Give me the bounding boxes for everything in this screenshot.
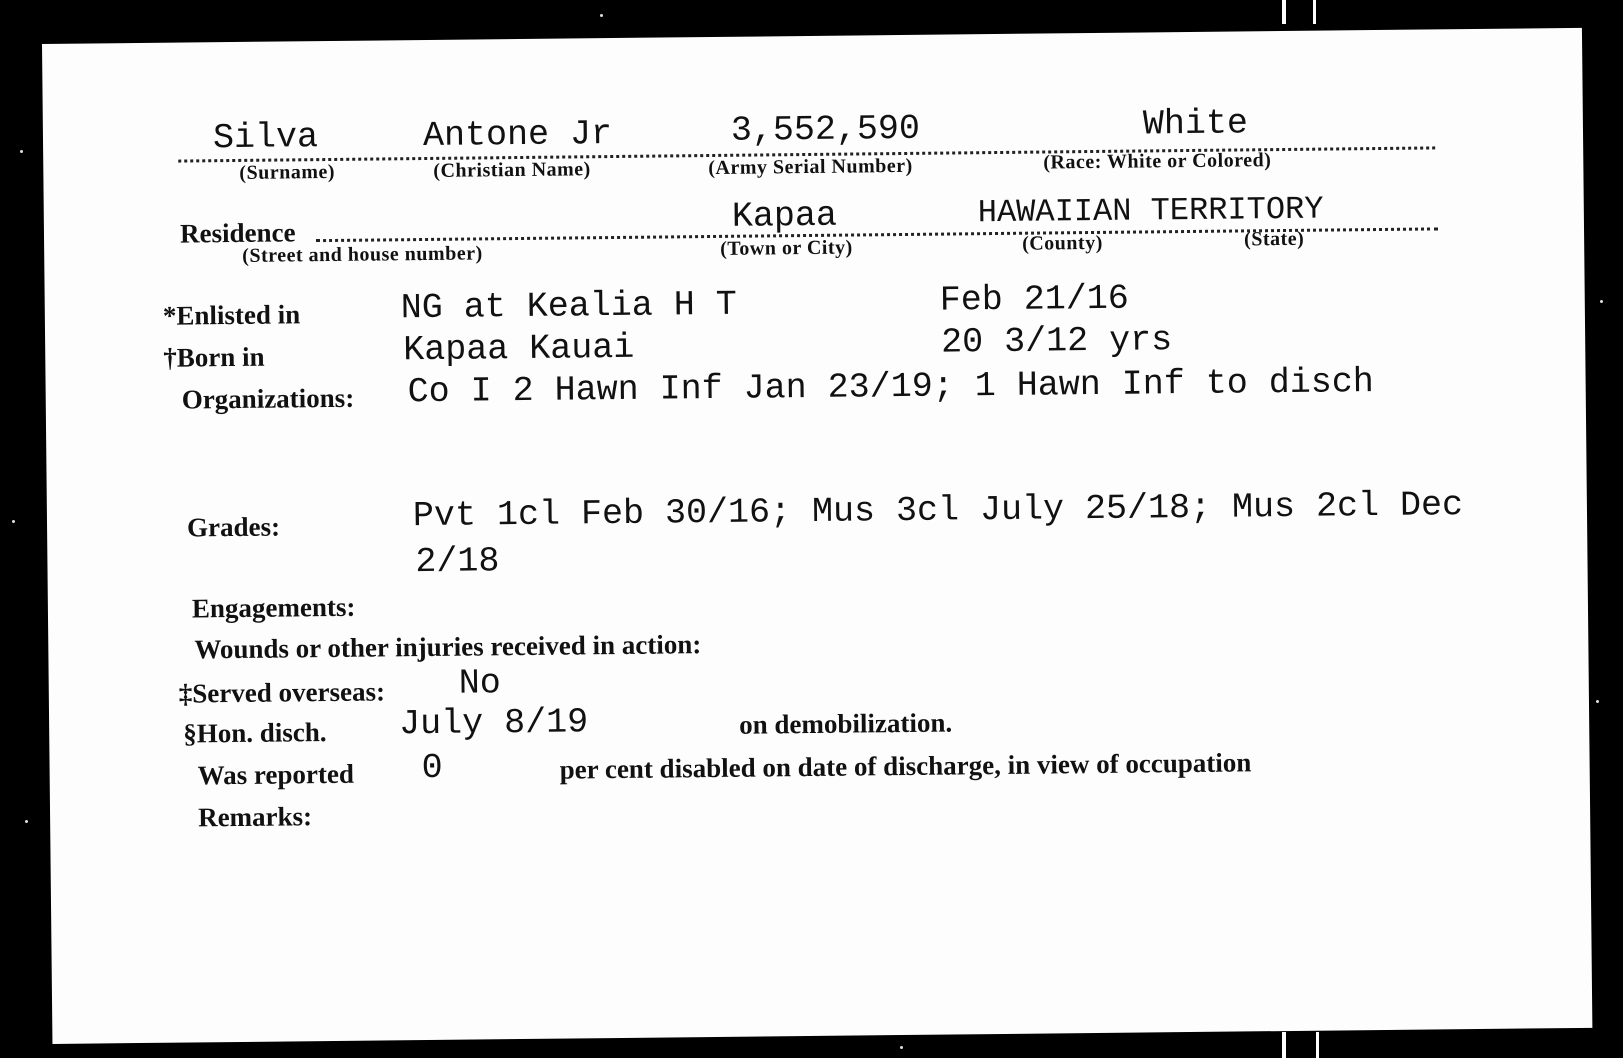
overseas-value: No — [458, 663, 501, 704]
enlisted-label: *Enlisted in — [162, 299, 301, 331]
service-record-card — [42, 28, 1592, 1044]
town-caption: (Town or City) — [720, 236, 853, 260]
born-place-value: Kapaa Kauai — [403, 327, 635, 371]
christian-name-caption: (Christian Name) — [433, 158, 591, 182]
overseas-label: ‡Served overseas: — [178, 676, 386, 709]
wounds-label: Wounds or other injuries received in action: — [194, 629, 702, 665]
disability-value: 0 — [421, 747, 443, 789]
enlisted-place-value: NG at Kealia H T — [400, 284, 738, 329]
film-speck — [12, 520, 15, 523]
street-caption: (Street and house number) — [242, 242, 483, 267]
race-caption: (Race: White or Colored) — [1043, 149, 1272, 174]
serial-number-caption: (Army Serial Number) — [708, 154, 913, 180]
remarks-label: Remarks: — [197, 801, 313, 833]
enlisted-date-value: Feb 21/16 — [939, 278, 1129, 321]
born-label: †Born in — [163, 341, 265, 373]
serial-number-value: 3,552,590 — [730, 108, 921, 151]
county-caption: (County) — [1022, 231, 1103, 255]
residence-town-value: Kapaa — [731, 195, 838, 237]
disability-label: Was reported — [197, 758, 355, 791]
grades-line-2: 2/18 — [415, 541, 500, 583]
state-caption: (State) — [1243, 227, 1305, 251]
film-speck — [600, 14, 603, 17]
surname-value: Silva — [212, 117, 319, 159]
film-speck — [1600, 300, 1603, 303]
surname-caption: (Surname) — [239, 160, 336, 184]
discharge-date-value: July 8/19 — [398, 702, 589, 745]
discharge-label: §Hon. disch. — [183, 717, 327, 749]
residence-county-state-value: HAWAIIAN TERRITORY — [977, 190, 1324, 232]
christian-name-value: Antone Jr — [422, 114, 613, 157]
film-speck — [20, 150, 23, 153]
grades-label: Grades: — [186, 511, 281, 543]
race-value: White — [1142, 103, 1249, 145]
organizations-value: Co I 2 Hawn Inf Jan 23/19; 1 Hawn Inf to disch — [407, 362, 1374, 413]
residence-label: Residence — [179, 217, 296, 249]
film-edge-mark — [1313, 0, 1316, 24]
disability-suffix: per cent disabled on date of discharge, in view of occupation — [559, 747, 1252, 785]
discharge-suffix: on demobilization. — [739, 707, 953, 740]
grades-line-1: Pvt 1cl Feb 30/16; Mus 3cl July 25/18; Mus 2cl Dec — [412, 485, 1464, 537]
film-edge-mark — [1282, 1032, 1286, 1058]
film-speck — [900, 1046, 903, 1049]
engagements-label: Engagements: — [191, 591, 356, 624]
film-speck — [25, 820, 28, 823]
film-edge-mark — [1316, 1032, 1319, 1058]
born-age-value: 20 3/12 yrs — [940, 320, 1173, 363]
film-speck — [1596, 700, 1599, 703]
film-edge-mark — [1282, 0, 1286, 24]
organizations-label: Organizations: — [181, 382, 355, 415]
